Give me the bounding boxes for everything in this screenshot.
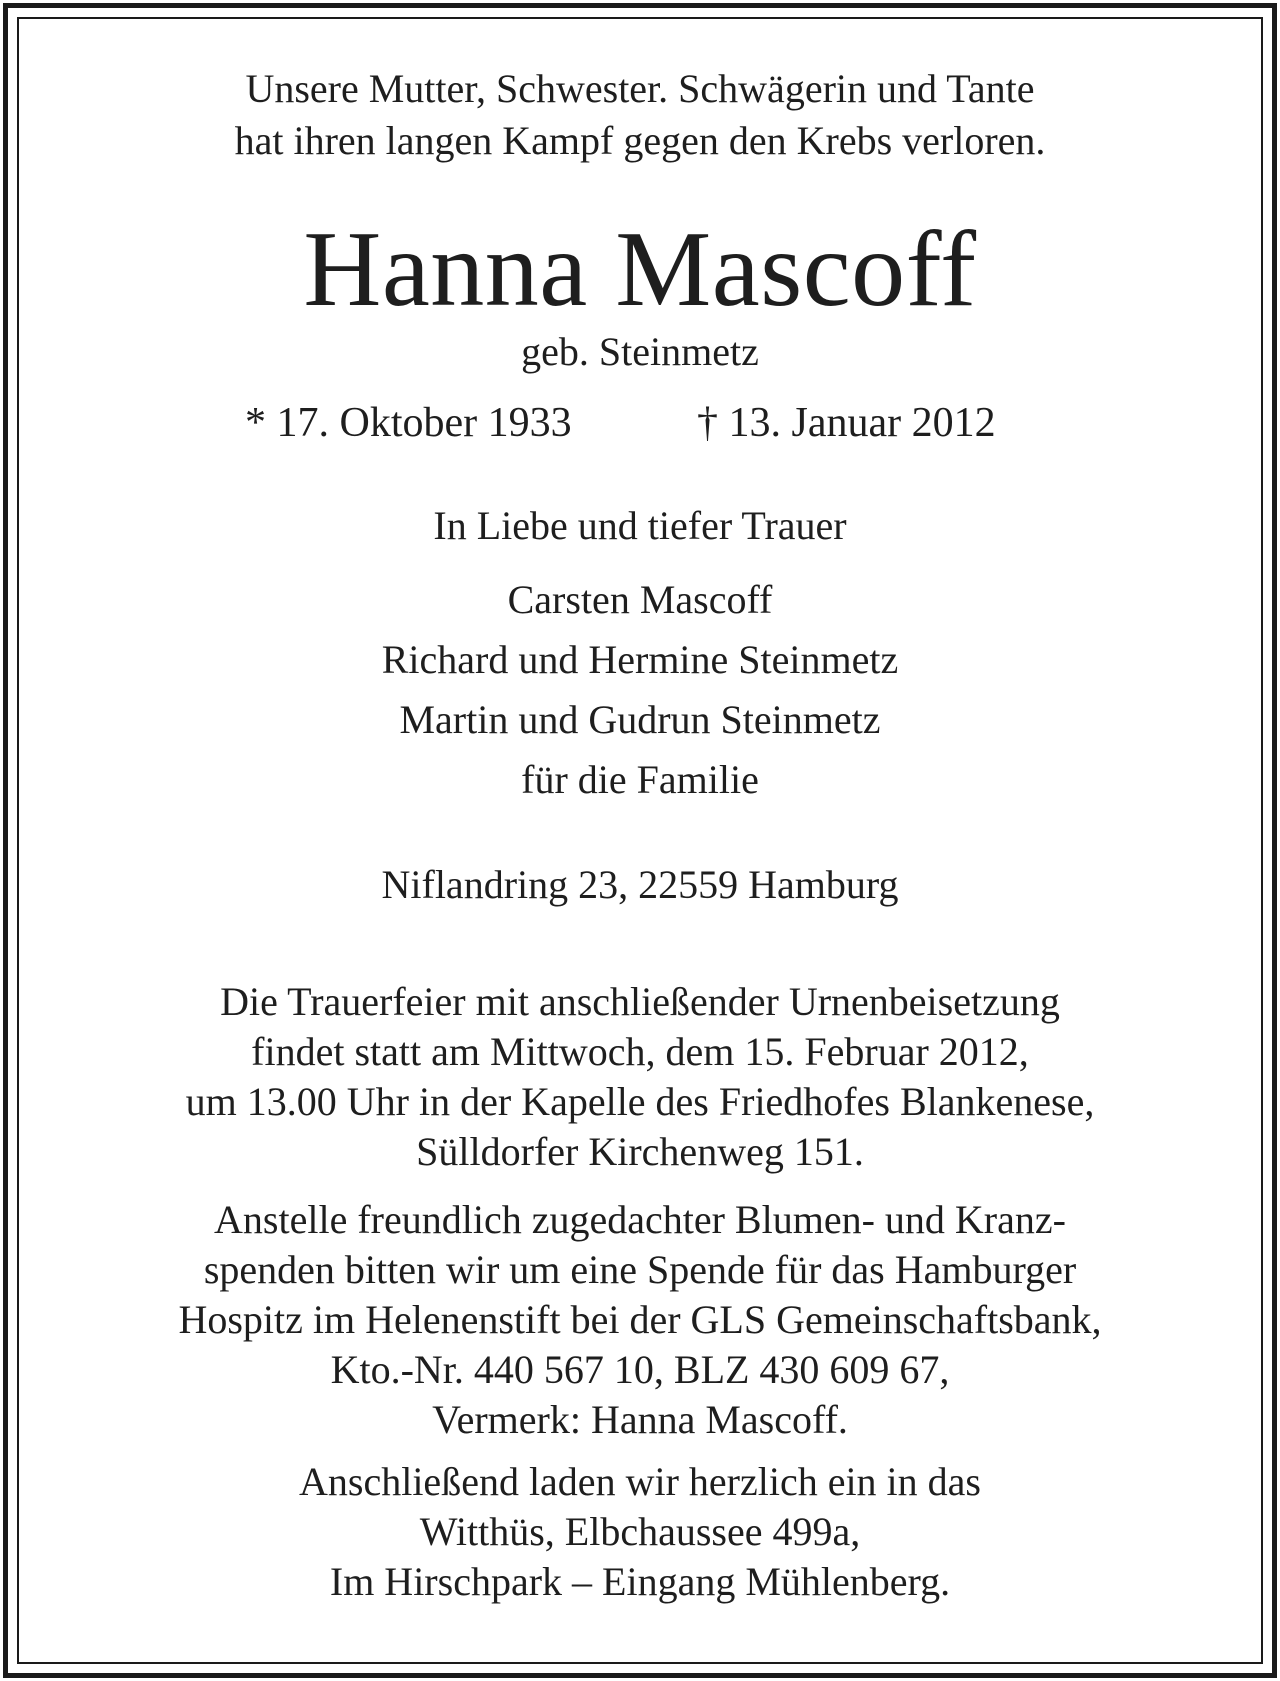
- mourner-name: für die Familie: [521, 757, 759, 802]
- ceremony-line: Die Trauerfeier mit anschließender Urnenbeisetzung: [220, 979, 1060, 1024]
- life-dates: [0, 393, 1280, 453]
- ceremony-line: findet statt am Mittwoch, dem 15. Februar 2012,: [251, 1029, 1029, 1074]
- deceased-name: Hanna Mascoff: [303, 210, 977, 329]
- invitation-line: Witthüs, Elbchaussee 499a,: [419, 1509, 861, 1554]
- mourner-name: Carsten Mascoff: [507, 577, 773, 622]
- ceremony-line: um 13.00 Uhr in der Kapelle des Friedhofes Blankenese,: [185, 1079, 1095, 1124]
- donation-line: Kto.-Nr. 440 567 10, BLZ 430 609 67,: [330, 1347, 950, 1392]
- mourner-name: Richard und Hermine Steinmetz: [381, 637, 899, 682]
- intro-line: Unsere Mutter, Schwester. Schwägerin und Tante: [245, 66, 1035, 111]
- mourning-phrase: In Liebe und tiefer Trauer: [433, 503, 847, 548]
- donation-line: Anstelle freundlich zugedachter Blumen- und Kranz-: [214, 1197, 1066, 1242]
- death-date: † 13. Januar 2012: [697, 400, 996, 446]
- intro-line: hat ihren langen Kampf gegen den Krebs verloren.: [234, 118, 1046, 163]
- ceremony-line: Sülldorfer Kirchenweg 151.: [416, 1129, 864, 1174]
- birth-date: * 17. Oktober 1933: [245, 400, 572, 446]
- invitation-line: Anschließend laden wir herzlich ein in das: [299, 1459, 981, 1504]
- invitation-line: Im Hirschpark – Eingang Mühlenberg.: [329, 1559, 951, 1604]
- maiden-name: geb. Steinmetz: [521, 329, 759, 374]
- donation-line: Vermerk: Hanna Mascoff.: [432, 1397, 848, 1442]
- family-address: Niflandring 23, 22559 Hamburg: [381, 862, 899, 907]
- mourner-name: Martin und Gudrun Steinmetz: [399, 697, 881, 742]
- donation-line: Hospitz im Helenenstift bei der GLS Gemeinschaftsbank,: [178, 1297, 1102, 1342]
- donation-line: spenden bitten wir um eine Spende für das Hamburger: [203, 1247, 1077, 1292]
